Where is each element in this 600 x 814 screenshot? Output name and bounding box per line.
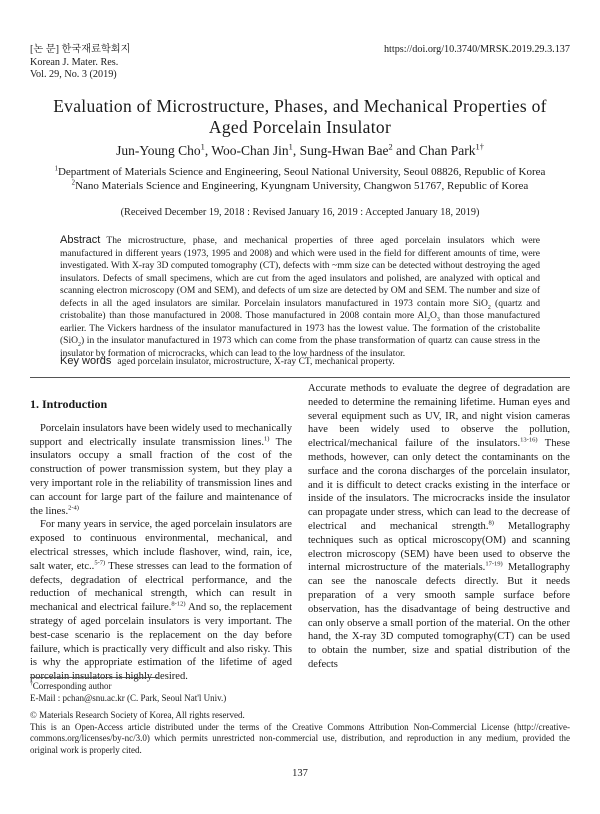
title-line-1: Evaluation of Microstructure, Phases, and Mechanical Properties of: [53, 96, 547, 116]
abstract-label: Abstract: [60, 234, 101, 246]
abstract: Abstract The microstructure, phase, and mechanical properties of three aged porcelain insulators which were manufactured in different years (1973, 1995 and 2008) and which were used in the field for different amounts of time, were investigated. With X-ray 3D computed tomography (CT), defects with ~mm size can be detected without destroying the aged insulators. Defects of small specimens, which are cut from the aged insulators and polished, are analyzed with optical and scanning electron microscopy (OM and SEM), and defects of um size are detected by OM and SEM. The number and size of defects in all the aged insulators are similar. Porcelain insulators manufactured in 1973 contain more SiO$_2$ (quartz and cristobalite) than those manufactured in 2008. Those manufactured in 2008 contain more $Al_2O_3$ than those manufactured earlier. The Vickers hardness of the insulator manufactured in 1973 has the lowest value. The formation of the cristobalite (SiO$_2$) in the insulator manufactured in 1973 which can come from the phase transformation of quartz can cause stress in the insulator by formation of microcracks, which can lead to the low hardness of the insulator.: [60, 234, 541, 359]
affiliation: $^2$Nano Materials Science and Engineering, Kyungnam University, Changwon 51767, Republic of Korea: [71, 179, 529, 192]
footnote-divider: [30, 677, 158, 678]
copyright-notice: © Materials Research Society of Korea, All rights reserved.: [30, 710, 245, 720]
author: Sung-Hwan Bae$^2$: [299, 142, 393, 158]
author: Woo-Chan Jin$^1$: [211, 142, 293, 158]
author-list: Jun-Young Cho$^1$, Woo-Chan Jin$^1$, Sung-Hwan Bae$^2$ and Chan Park$^{1\dagger}$: [116, 142, 484, 158]
doi-link[interactable]: https://doi.org/10.3740/MRSK.2019.29.3.137: [383, 44, 570, 55]
author: Jun-Young Cho$^1$: [116, 142, 205, 158]
author-email: E-Mail : pchan@snu.ac.kr (C. Park, Seoul Nat'l Univ.): [30, 692, 227, 703]
affiliation: $^1$Department of Materials Science and Engineering, Seoul National University, Seoul 08826, Republic of Korea: [54, 165, 546, 178]
paper-title: [30, 96, 570, 138]
footnotes: [30, 681, 570, 756]
paragraph: Porcelain insulators have been widely used to mechanically support and electrically insulate transmission lines.$^{1)}$ The insulators occupy a small fraction of the cost of the construction of power transmission system, but they play a very important role in the reliability of transmission lines and can account for large part of the failure and maintenance of the lines.$^{2-4)}$: [30, 422, 292, 517]
paragraph: Accurate methods to evaluate the degree of degradation are needed to determine the remaining lifetime. Human eyes and several equipment such as UV, IR, and night vision cameras have been widely used to observe the pollution, electrical/mechanical failure of the insulators.$^{13-16)}$ These methods, however, can only detect the contaminants on the surface and the corona discharges of the porcelain insulator, and it is difficult to detect cracks existing in the interface or inside of the insulators. The microcracks inside the insulator can propagate under stress, which can lead to the decrease of electrical and mechanical strength.$^{8)}$ Metallography techniques such as optical microscopy(OM) and scanning electron microscopy (SEM) have been used to observe the internal microstructure of the materials.$^{17-19)}$ Metallography can see the nanoscale defects directly. But it needs preparation of a very smooth sample surface before observation, has the disadvantage of being destructive and can only observe a small portion of the material. On the other hand, the X-ray 3D computed tomography(CT) can be used to obtain the number, size and spatial distribution of the defects: [308, 383, 570, 670]
title-line-2: Aged Porcelain Insulator: [208, 117, 392, 137]
journal-name-english: Korean J. Mater. Res.: [30, 56, 119, 68]
received-dates: (Received December 19, 2018 : Revised January 16, 2019 : Accepted January 18, 2019): [120, 207, 480, 218]
corresponding-author-note: †Corresponding author: [30, 681, 112, 691]
body-column-right: [308, 382, 570, 672]
journal-volume: Vol. 29, No. 3 (2019): [30, 69, 117, 80]
paragraph: For many years in service, the aged porcelain insulators are exposed to continuous environmental, mechanical, and electrical stresses, which include flashover, wind, rain, ice, salt water, etc..$^{5-7)}$ These stresses can lead to the formation of defects, degradation of electrical performance, and the reduction of mechanical strength, which can result in mechanical and electrical failure.$^{8-12)}$ And so, the replacement strategy of aged porcelain insulators is very important. The best-case scenario is the replacement on the day before failure, which is practically very difficult and also risky. This is why the appropriate estimation of the lifetime of aged porcelain insulators is highly desired.: [30, 519, 293, 683]
journal-name-korean: [논 문] 한국재료학회지: [30, 44, 131, 55]
section-heading: 1. Introduction: [30, 397, 108, 411]
keywords: Key words aged porcelain insulator, microstructure, X-ray CT, mechanical property.: [60, 355, 395, 367]
section-divider: [30, 377, 570, 378]
author: Chan Park$^{1\dagger}$: [418, 142, 484, 158]
license-notice: This is an Open-Access article distributed under the terms of the Creative Commons Attribution Non-Commercial License (http://creative-commons.org/licenses/by-nc/3.0) which permits unrestricted non-commercial use, distribution, and reproduction in any medium, provided the original work is properly cited.: [30, 721, 570, 755]
keywords-label: Key words: [60, 355, 112, 367]
journal-header: [30, 44, 130, 82]
page-number: 137: [292, 768, 308, 779]
body-column-left: [30, 398, 292, 684]
